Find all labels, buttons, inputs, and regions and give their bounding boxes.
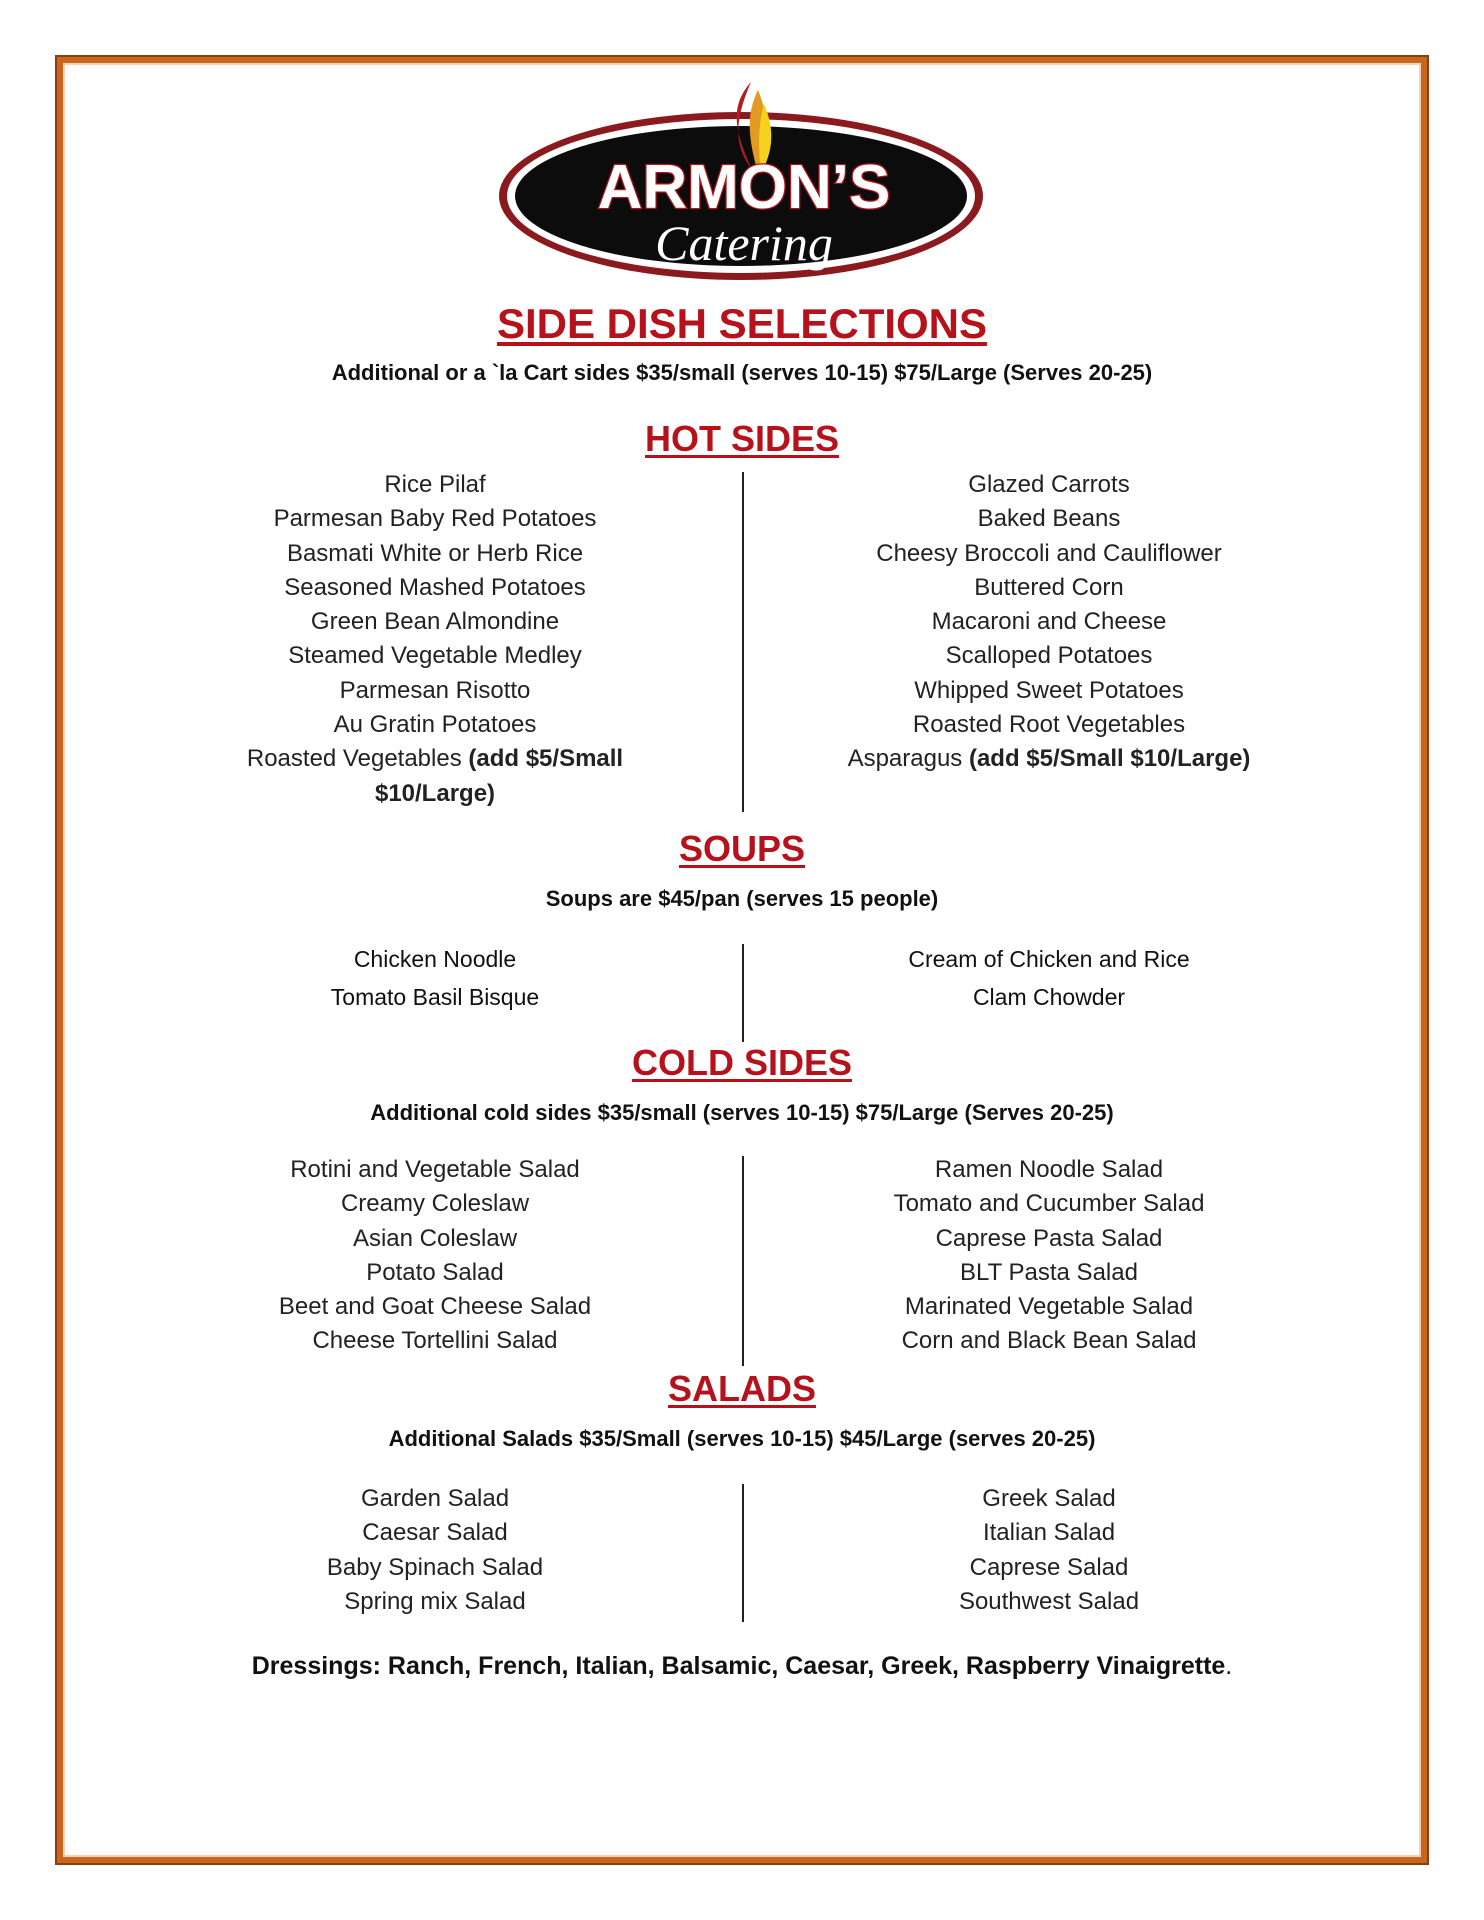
cold-sides-right-list	[814, 1153, 1284, 1359]
soups-heading: SOUPS	[678, 828, 806, 869]
list-item: Caprese Salad	[969, 1553, 1129, 1581]
column-divider	[742, 944, 744, 1042]
list-item: Baked Beans	[977, 505, 1121, 533]
list-item: Parmesan Risotto	[339, 676, 531, 704]
hot-sides-right-list	[814, 468, 1284, 777]
list-item: Southwest Salad	[958, 1587, 1140, 1615]
list-item: BLT Pasta Salad	[960, 1258, 1138, 1286]
list-item: Macaroni and Cheese	[931, 608, 1167, 636]
list-item: Roasted Vegetables (add $5/Small	[246, 745, 624, 773]
soups-right-list	[814, 940, 1284, 1016]
list-item: Green Bean Almondine	[310, 608, 560, 636]
svg-text:Catering: Catering	[655, 215, 833, 271]
list-item: Corn and Black Bean Salad	[901, 1327, 1197, 1355]
list-item: Spring mix Salad	[344, 1587, 526, 1615]
column-divider	[742, 1156, 744, 1366]
list-item: Parmesan Baby Red Potatoes	[273, 505, 597, 533]
list-item: Greek Salad	[982, 1485, 1116, 1512]
list-item: Seasoned Mashed Potatoes	[284, 573, 586, 601]
cold-sides-left-list	[200, 1153, 670, 1359]
list-item: Rice Pilaf	[384, 471, 486, 498]
pricing-note: Additional or a `la Cart sides $35/small (serves 10-15) $75/Large (Serves 20-25)	[331, 360, 1153, 385]
cold-sides-heading: COLD SIDES	[631, 1042, 853, 1083]
list-item: Tomato Basil Bisque	[330, 984, 540, 1010]
list-item: Caprese Pasta Salad	[935, 1224, 1163, 1252]
list-item: Caesar Salad	[362, 1519, 508, 1547]
price-note: $10/Large)	[374, 779, 496, 807]
list-item: Potato Salad	[366, 1258, 504, 1286]
list-item: Beet and Goat Cheese Salad	[278, 1293, 592, 1321]
list-item: Chicken Noodle	[353, 946, 517, 972]
list-item: Basmati White or Herb Rice	[286, 539, 584, 567]
list-item: Marinated Vegetable Salad	[904, 1293, 1194, 1321]
list-item: Whipped Sweet Potatoes	[914, 676, 1184, 704]
list-item: Asian Coleslaw	[352, 1224, 518, 1252]
salads-pricing-note: Additional Salads $35/Small (serves 10-15) $45/Large (serves 20-25)	[388, 1426, 1096, 1451]
hot-sides-heading: HOT SIDES	[644, 418, 840, 459]
list-item: Baby Spinach Salad	[326, 1553, 544, 1581]
list-item: Clam Chowder	[972, 984, 1126, 1010]
list-item: Cream of Chicken and Rice	[908, 946, 1190, 972]
list-item: Garden Salad	[360, 1485, 510, 1512]
column-divider	[742, 472, 744, 812]
armons-catering-logo	[496, 78, 986, 286]
list-item: Glazed Carrots	[968, 471, 1130, 498]
list-item: Rotini and Vegetable Salad	[290, 1156, 580, 1183]
svg-text:ARMON’S: ARMON’S	[597, 153, 891, 222]
soups-left-list	[200, 940, 670, 1016]
list-item: Cheese Tortellini Salad	[312, 1327, 558, 1355]
dressings-line: Dressings: Ranch, French, Italian, Balsamic, Caesar, Greek, Raspberry Vinaigrette.	[251, 1652, 1233, 1680]
cold-sides-pricing-note: Additional cold sides $35/small (serves 10-15) $75/Large (Serves 20-25)	[370, 1100, 1114, 1125]
salads-right-list	[814, 1482, 1284, 1619]
page-title: SIDE DISH SELECTIONS	[496, 300, 988, 347]
list-item: Italian Salad	[982, 1519, 1116, 1547]
list-item: Tomato and Cucumber Salad	[893, 1190, 1205, 1218]
soups-pricing-note: Soups are $45/pan (serves 15 people)	[545, 886, 939, 911]
list-item: Au Gratin Potatoes	[333, 711, 537, 739]
hot-sides-left-list	[200, 468, 670, 811]
list-item: Cheesy Broccoli and Cauliflower	[876, 539, 1222, 567]
column-divider	[742, 1484, 744, 1622]
list-item: Scalloped Potatoes	[945, 642, 1153, 670]
list-item: Buttered Corn	[974, 573, 1124, 601]
list-item: Ramen Noodle Salad	[934, 1156, 1164, 1183]
list-item: Creamy Coleslaw	[340, 1190, 530, 1218]
list-item: Steamed Vegetable Medley	[288, 642, 582, 670]
list-item: Asparagus (add $5/Small $10/Large)	[847, 745, 1251, 773]
salads-heading: SALADS	[667, 1368, 816, 1409]
list-item: Roasted Root Vegetables	[912, 711, 1186, 739]
salads-left-list	[200, 1482, 670, 1619]
